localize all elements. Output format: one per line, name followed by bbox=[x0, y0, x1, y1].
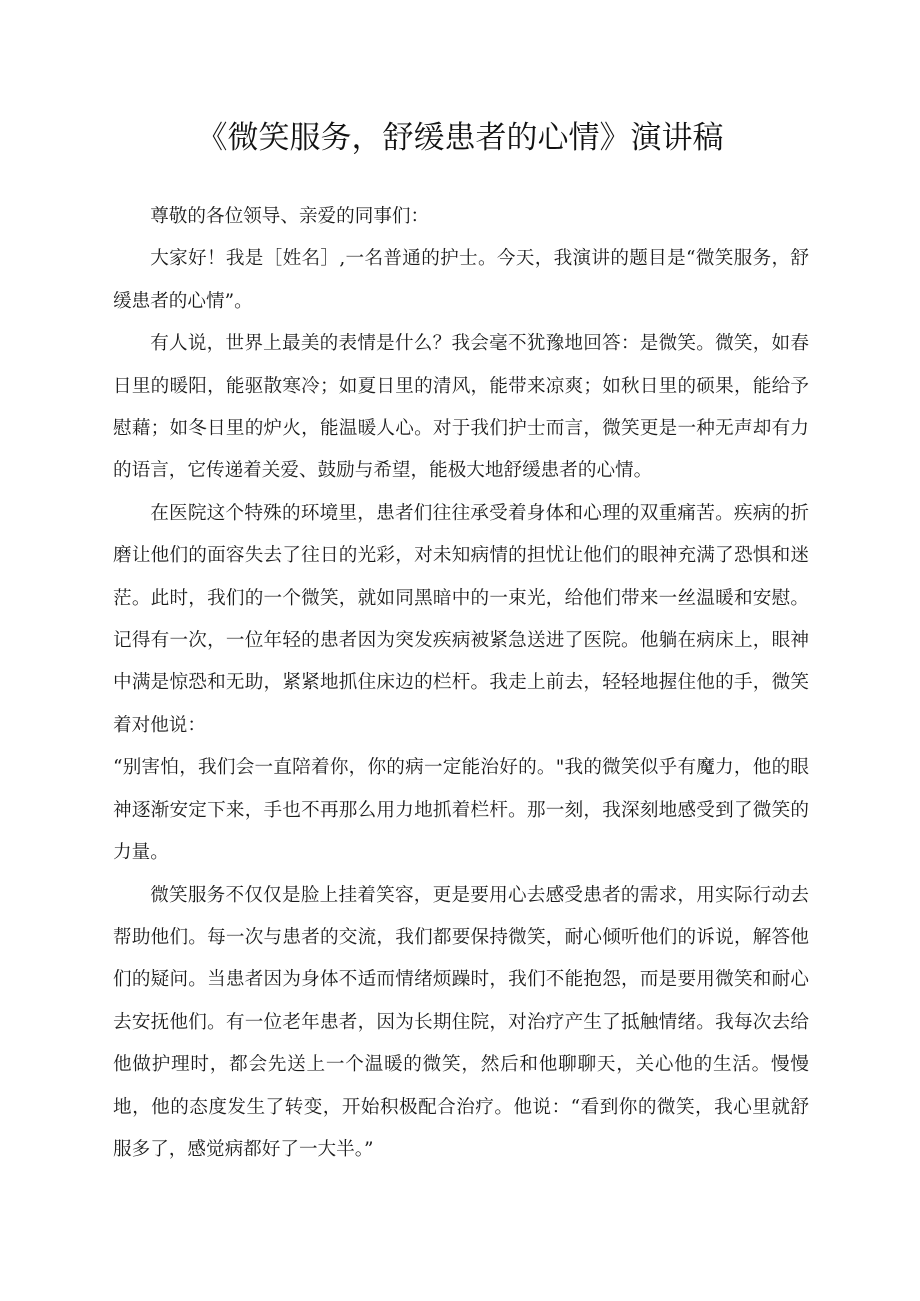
body-paragraph: 有人说，世界上最美的表情是什么？我会毫不犹豫地回答：是微笑。微笑，如春日里的暖阳，能驱散寒冷；如夏日里的清风，能带来凉爽；如秋日里的硕果，能给予慰藉；如冬日里的炉火，能温暖人心。对于我们护士而言，微笑更是一种无声却有力的语言，它传递着关爱、鼓励与希望，能极大地舒缓患者的心情。 bbox=[113, 333, 809, 482]
body-paragraph: 微笑服务不仅仅是脸上挂着笑容，更是要用心去感受患者的需求，用实际行动去帮助他们。每一次与患者的交流，我们都要保持微笑，耐心倾听他们的诉说，解答他们的疑问。当患者因为身体不适而情绪烦躁时，我们不能抱怨，而是要用微笑和耐心去安抚他们。有一位老年患者，因为长期住院，对治疗产生了抵触情绪。我每次去给他做护理时，都会先送上一个温暖的微笑，然后和他聊聊天，关心他的生活。慢慢地，他的态度发生了转变，开始积极配合治疗。他说：“看到你的微笑，我心里就舒服多了，感觉病都好了一大半。” bbox=[113, 884, 809, 1160]
greeting-paragraph: 大家好！我是［姓名］,一名普通的护士。今天，我演讲的题目是“微笑服务，舒缓患者的心情”。 bbox=[113, 248, 809, 312]
quote-paragraph: “别害怕，我们会一直陪着你，你的病一定能治好的。"我的微笑似乎有魔力，他的眼神逐渐安定下来，手也不再那么用力地抓着栏杆。那一刻，我深刻地感受到了微笑的力量。 bbox=[113, 757, 809, 864]
body-paragraph: 在医院这个特殊的环境里，患者们往往承受着身体和心理的双重痛苦。疾病的折磨让他们的面容失去了往日的光彩，对未知病情的担忧让他们的眼神充满了恐惧和迷茫。此时，我们的一个微笑，就如同黑暗中的一束光，给他们带来一丝温暖和安慰。记得有一次，一位年轻的患者因为突发疾病被紧急送进了医院。他躺在病床上，眼神中满是惊恐和无助，紧紧地抓住床边的栏杆。我走上前去，轻轻地握住他的手，微笑着对他说： bbox=[113, 502, 809, 736]
document-title: 《微笑服务，舒缓患者的心情》演讲稿 bbox=[196, 120, 724, 156]
document-body bbox=[113, 196, 809, 1171]
salutation-paragraph: 尊敬的各位领导、亲爱的同事们： bbox=[150, 206, 430, 227]
